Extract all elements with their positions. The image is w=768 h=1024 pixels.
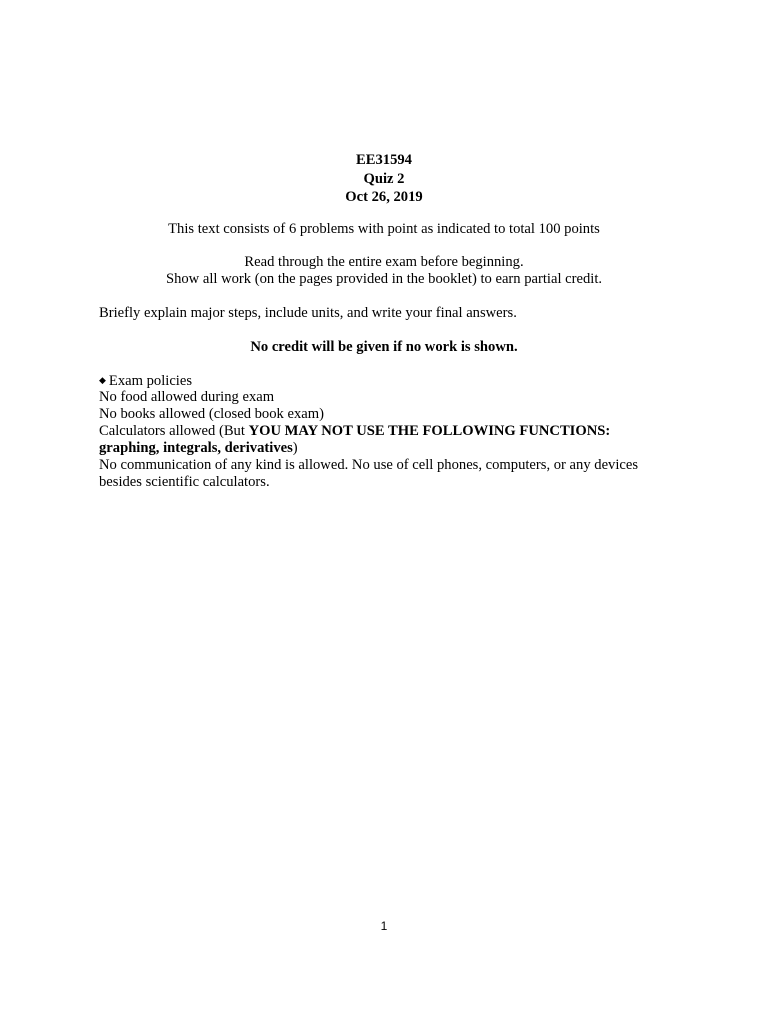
- calculators-suffix: ): [292, 440, 298, 456]
- policy-books: No books allowed (closed book exam): [99, 406, 324, 422]
- calculators-forbidden-functions: graphing, integrals, derivatives: [99, 440, 293, 456]
- exam-header: [0, 152, 768, 208]
- exam-summary: This text consists of 6 problems with point as indicated to total 100 points: [168, 221, 600, 237]
- page-number: 1: [380, 919, 388, 933]
- no-credit-warning: No credit will be given if no work is shown.: [250, 339, 518, 355]
- policy-calculators-continued: [99, 440, 699, 457]
- policy-calculators: [99, 423, 699, 440]
- policies-title: Exam policies: [108, 373, 193, 389]
- read-through-instruction: Read through the entire exam before beginning.: [244, 254, 524, 270]
- policy-communication-continued: besides scientific calculators.: [99, 474, 270, 490]
- show-work-instruction: Show all work (on the pages provided in the booklet) to earn partial credit.: [165, 271, 603, 287]
- policy-food: No food allowed during exam: [99, 389, 275, 405]
- policy-communication: No communication of any kind is allowed. No use of cell phones, computers, or any devices: [99, 457, 639, 473]
- quiz-title: Quiz 2: [363, 170, 405, 187]
- explain-instruction: Briefly explain major steps, include units, and write your final answers.: [99, 305, 517, 321]
- calculators-prefix: Calculators allowed (But: [99, 423, 249, 439]
- exam-date: Oct 26, 2019: [345, 189, 423, 205]
- policies-heading: [99, 372, 699, 389]
- course-code: EE31594: [356, 152, 412, 168]
- exam-policies: [99, 372, 699, 491]
- calculators-restriction: YOU MAY NOT USE THE FOLLOWING FUNCTIONS:: [248, 423, 611, 439]
- diamond-bullet-icon: ◆: [99, 375, 106, 385]
